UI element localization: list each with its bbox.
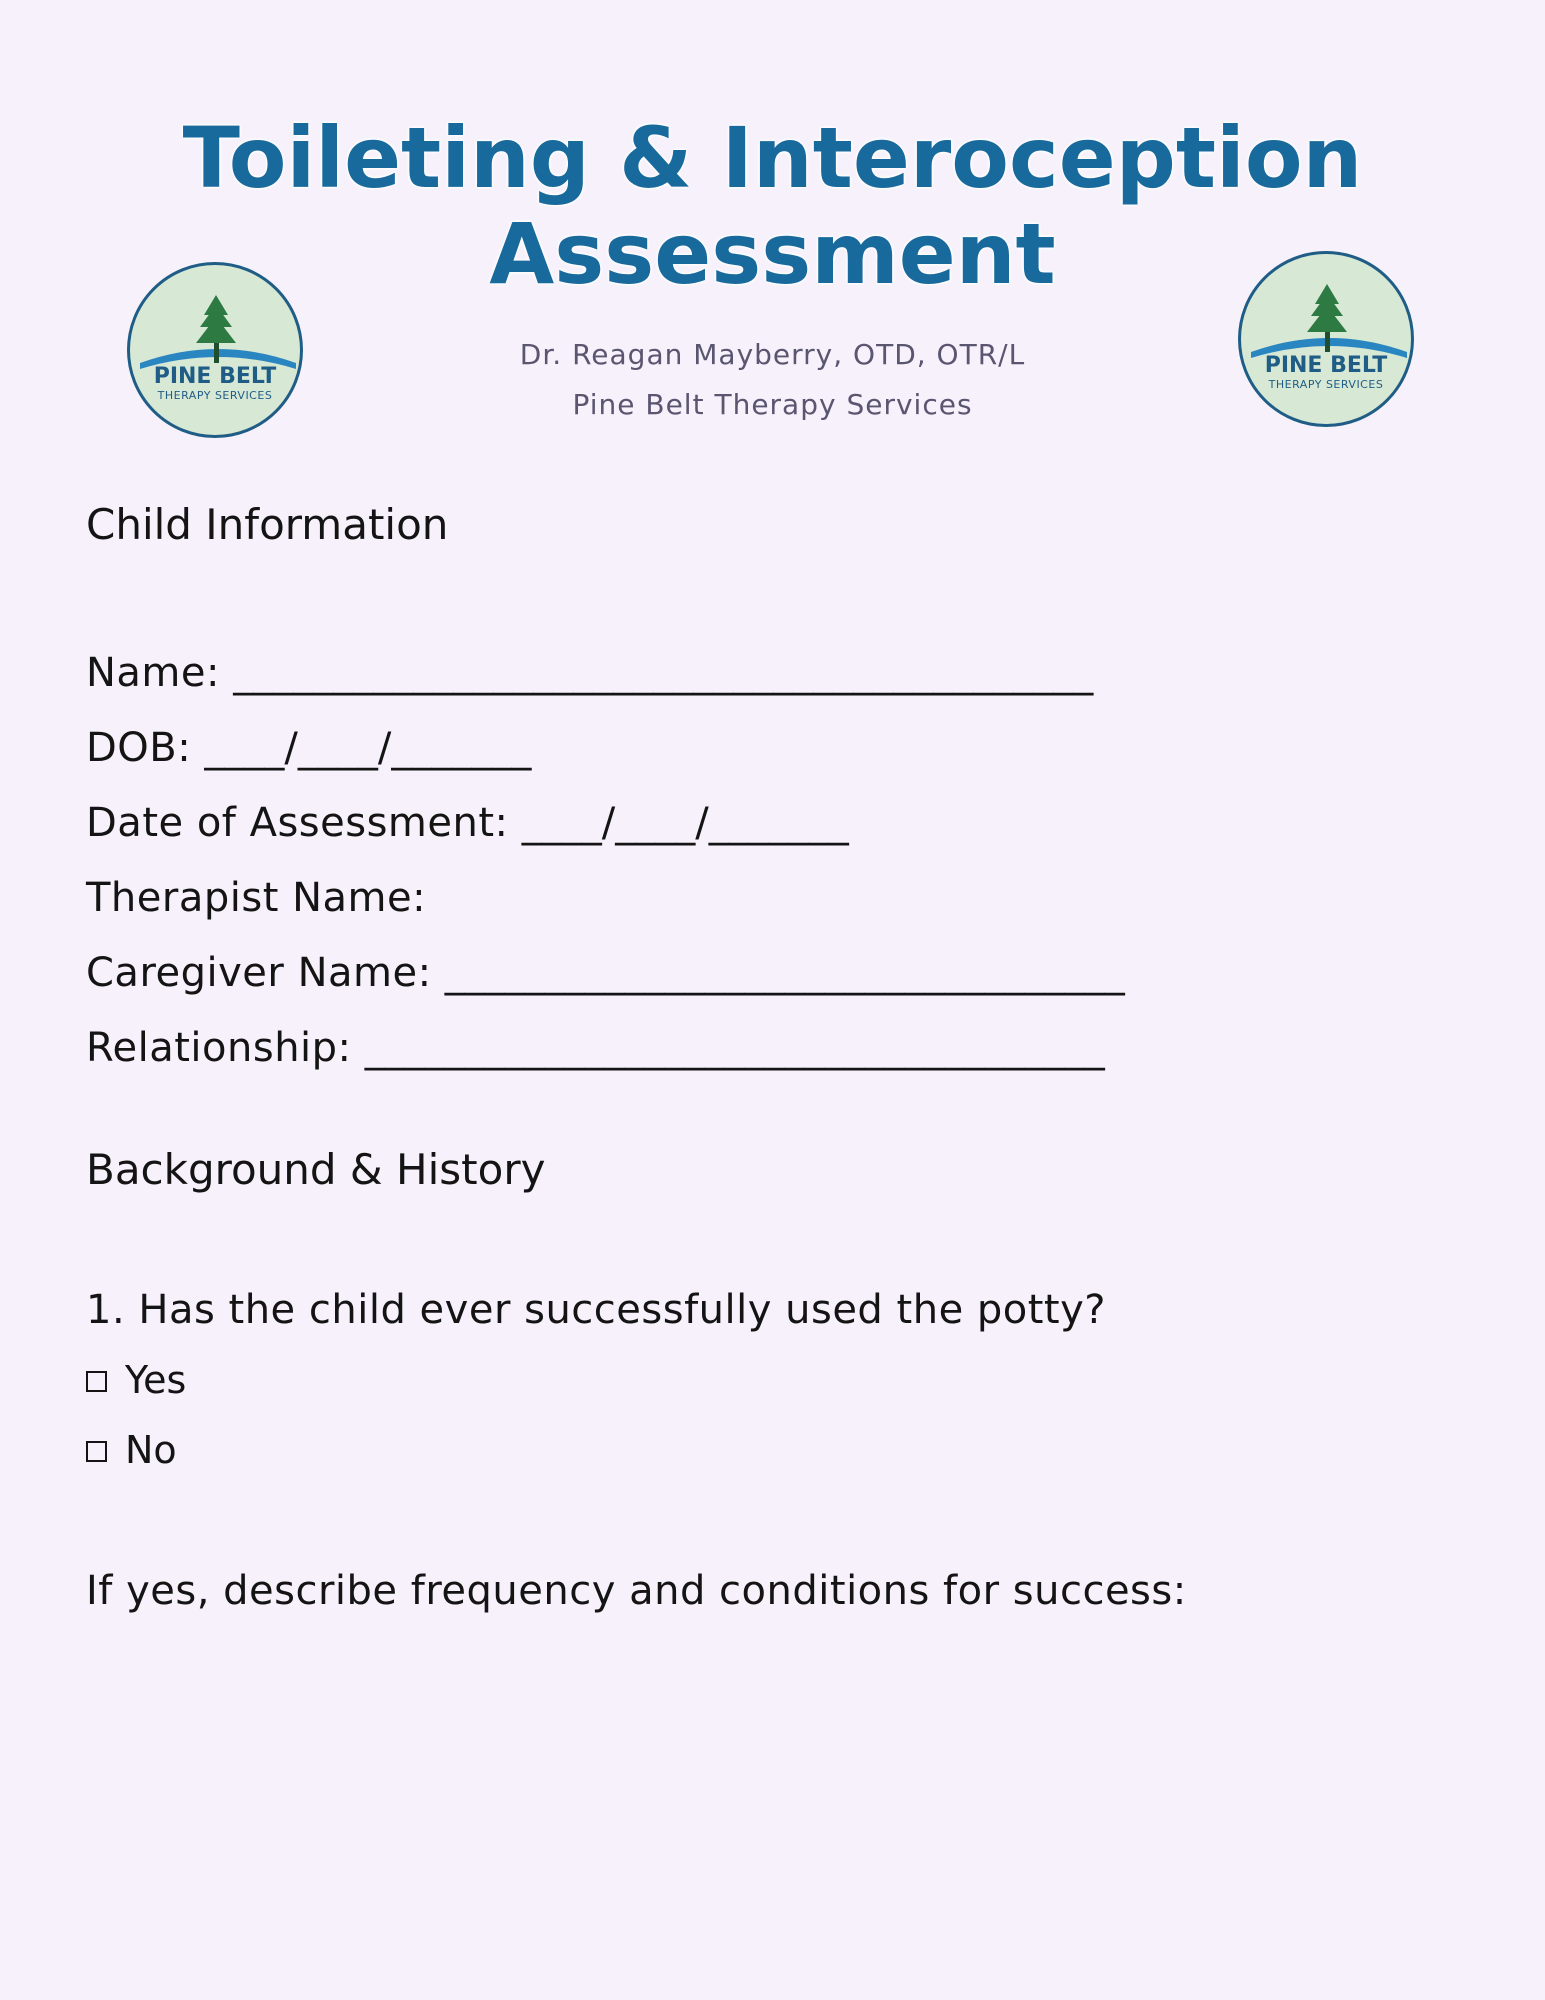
field-label: DOB: <box>86 725 192 771</box>
caregiver-name-field[interactable] <box>86 948 1125 998</box>
pine-tree-icon <box>1241 254 1414 427</box>
caregiver-name-blank[interactable]: __________________________________ <box>444 950 1125 996</box>
relationship-blank[interactable]: _____________________________________ <box>364 1025 1105 1071</box>
child-information-heading: Child Information <box>86 500 449 549</box>
pine-belt-logo-left <box>127 262 303 438</box>
question-potty-success: 1. Has the child ever successfully used the potty? <box>86 1287 1107 1333</box>
title-line-1: Toileting & Interoception <box>182 109 1363 207</box>
author-line: Dr. Reagan Mayberry, OTD, OTR/L <box>519 338 1026 371</box>
option-label: Yes <box>125 1358 187 1402</box>
followup-prompt: If yes, describe frequency and conditions for success: <box>86 1568 1187 1614</box>
checkbox-no[interactable] <box>86 1441 107 1462</box>
field-label: Caregiver Name: <box>86 950 432 996</box>
organization-line: Pine Belt Therapy Services <box>572 388 973 421</box>
logo-tagline-text: THERAPY SERVICES <box>1268 378 1384 391</box>
dob-field[interactable] <box>86 723 531 773</box>
pine-belt-logo-right <box>1238 251 1414 427</box>
relationship-field[interactable] <box>86 1023 1105 1073</box>
date-of-assessment-blank[interactable]: ____/____/_______ <box>521 800 849 846</box>
background-history-heading: Background & History <box>86 1145 546 1194</box>
field-label: Therapist Name: <box>86 875 427 921</box>
name-blank[interactable]: ___________________________________________ <box>233 650 1094 696</box>
pine-tree-icon <box>130 265 303 438</box>
dob-blank[interactable]: ____/____/_______ <box>204 725 532 771</box>
option-no[interactable] <box>86 1425 177 1475</box>
therapist-name-field[interactable] <box>86 873 426 923</box>
option-label: No <box>125 1428 177 1472</box>
option-yes[interactable] <box>86 1355 186 1405</box>
logo-brand-text: PINE BELT <box>153 364 277 389</box>
title-line-2: Assessment <box>489 205 1056 303</box>
checkbox-yes[interactable] <box>86 1371 107 1392</box>
field-label: Date of Assessment: <box>86 800 509 846</box>
field-label: Relationship: <box>86 1025 352 1071</box>
field-label: Name: <box>86 650 220 696</box>
logo-tagline-text: THERAPY SERVICES <box>157 389 273 402</box>
name-field[interactable] <box>86 648 1093 698</box>
logo-brand-text: PINE BELT <box>1264 353 1388 378</box>
date-of-assessment-field[interactable] <box>86 798 849 848</box>
